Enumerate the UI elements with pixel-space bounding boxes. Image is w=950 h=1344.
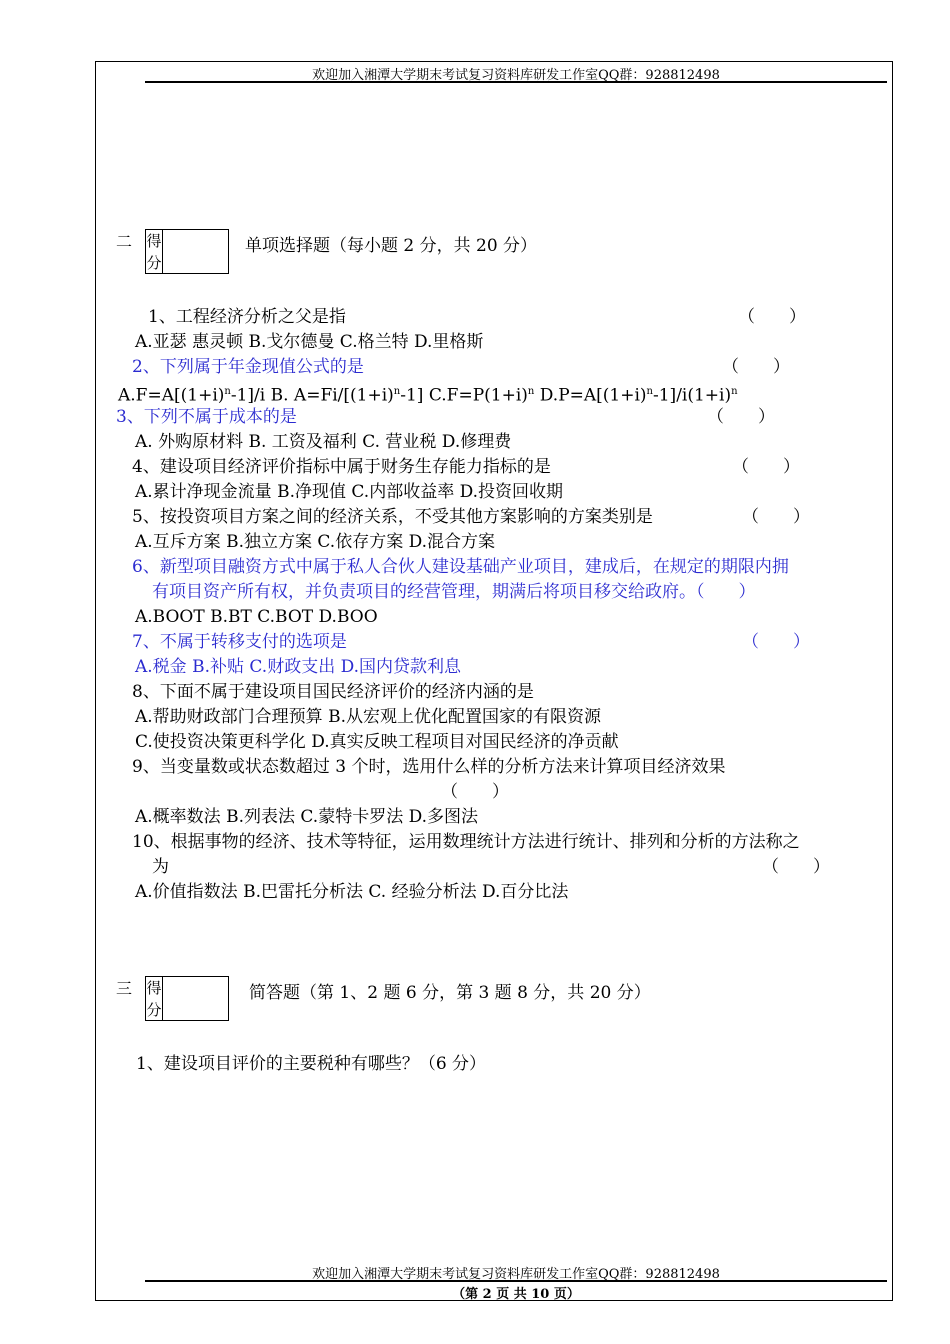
score-input-box[interactable] (163, 230, 228, 273)
question-9: 9、当变量数或状态数超过 3 个时，选用什么样的分析方法来计算项目经济效果 (132, 757, 726, 777)
question-10-line-2: 为 (152, 857, 169, 877)
question-8: 8、下面不属于建设项目国民经济评价的经济内涵的是 (132, 682, 534, 702)
answer-blank-4[interactable]: （ ） (732, 457, 800, 477)
section-title: 单项选择题（每小题 2 分，共 20 分） (245, 236, 538, 256)
header-rule (145, 81, 887, 83)
section-title: 简答题（第 1、2 题 6 分，第 3 题 8 分，共 20 分） (249, 983, 651, 1003)
answer-blank-1[interactable]: （ ） (738, 307, 806, 327)
page-footer: 欢迎加入湘潭大学期末考试复习资料库研发工作室QQ群：928812498 (312, 1267, 720, 1282)
answer-blank-5[interactable]: （ ） (742, 507, 810, 527)
answer-blank-9[interactable]: （ ） (441, 782, 509, 802)
score-input-box[interactable] (163, 977, 228, 1020)
options-7: A.税金 B.补贴 C.财政支出 D.国内贷款利息 (135, 657, 462, 677)
score-box: 得 分 (145, 976, 229, 1021)
question-5: 5、按投资项目方案之间的经济关系，不受其他方案影响的方案类别是 (132, 507, 653, 527)
section-number: 三 (116, 979, 133, 998)
options-4: A.累计净现金流量 B.净现值 C.内部收益率 D.投资回收期 (135, 482, 564, 502)
answer-blank-7[interactable]: （ ） (742, 632, 810, 652)
answer-blank-3[interactable]: （ ） (707, 407, 775, 427)
section-number: 二 (116, 232, 133, 251)
options-1: A.亚瑟 惠灵顿 B.戈尔德曼 C.格兰特 D.里格斯 (135, 332, 484, 352)
page-number: （第 2 页 共 10 页） (452, 1287, 580, 1302)
options-10: A.价值指数法 B.巴雷托分析法 C. 经验分析法 D.百分比法 (135, 882, 569, 902)
question-6-line-2: 有项目资产所有权，并负责项目的经营管理，期满后将项目移交给政府。（ ） (152, 582, 756, 602)
question-1: 1、工程经济分析之父是指 (148, 307, 346, 327)
question-6: 6、新型项目融资方式中属于私人合伙人建设基础产业项目，建成后，在规定的期限内拥 (132, 557, 789, 577)
question-10: 10、根据事物的经济、技术等特征，运用数理统计方法进行统计、排列和分析的方法称之 (132, 832, 800, 852)
options-2: $A.F=A[(1+i)^n-1]/i$ B. $A=Fi/[(1+i)^n-1]$ $C.F=P(1+i)^n$ $D.P=A[(1+i)^n-1]/i(1+i)^n$ (118, 385, 738, 406)
score-box: 得 分 (145, 229, 229, 274)
answer-blank-2[interactable]: （ ） (722, 357, 790, 377)
options-3: A. 外购原材料 B. 工资及福利 C. 营业税 D.修理费 (135, 432, 512, 452)
options-5: A.互斥方案 B.独立方案 C.依存方案 D.混合方案 (135, 532, 496, 552)
footer-rule (145, 1280, 887, 1282)
question-7: 7、不属于转移支付的选项是 (132, 632, 347, 652)
question-2: 2、下列属于年金现值公式的是 (132, 357, 364, 377)
options-8-row-2: C.使投资决策更科学化 D.真实反映工程项目对国民经济的净贡献 (135, 732, 619, 752)
question-3: 3、下列不属于成本的是 (116, 407, 297, 427)
question-4: 4、建设项目经济评价指标中属于财务生存能力指标的是 (132, 457, 551, 477)
short-answer-question-1: 1、建设项目评价的主要税种有哪些？（6 分） (136, 1054, 487, 1074)
options-6: A.BOOT B.BT C.BOT D.BOO (135, 607, 378, 627)
options-9: A.概率数法 B.列表法 C.蒙特卡罗法 D.多图法 (135, 807, 479, 827)
page-header: 欢迎加入湘潭大学期末考试复习资料库研发工作室QQ群：928812498 (312, 68, 720, 83)
answer-blank-10[interactable]: （ ） (762, 857, 830, 877)
options-8-row-1: A.帮助财政部门合理预算 B.从宏观上优化配置国家的有限资源 (135, 707, 601, 727)
